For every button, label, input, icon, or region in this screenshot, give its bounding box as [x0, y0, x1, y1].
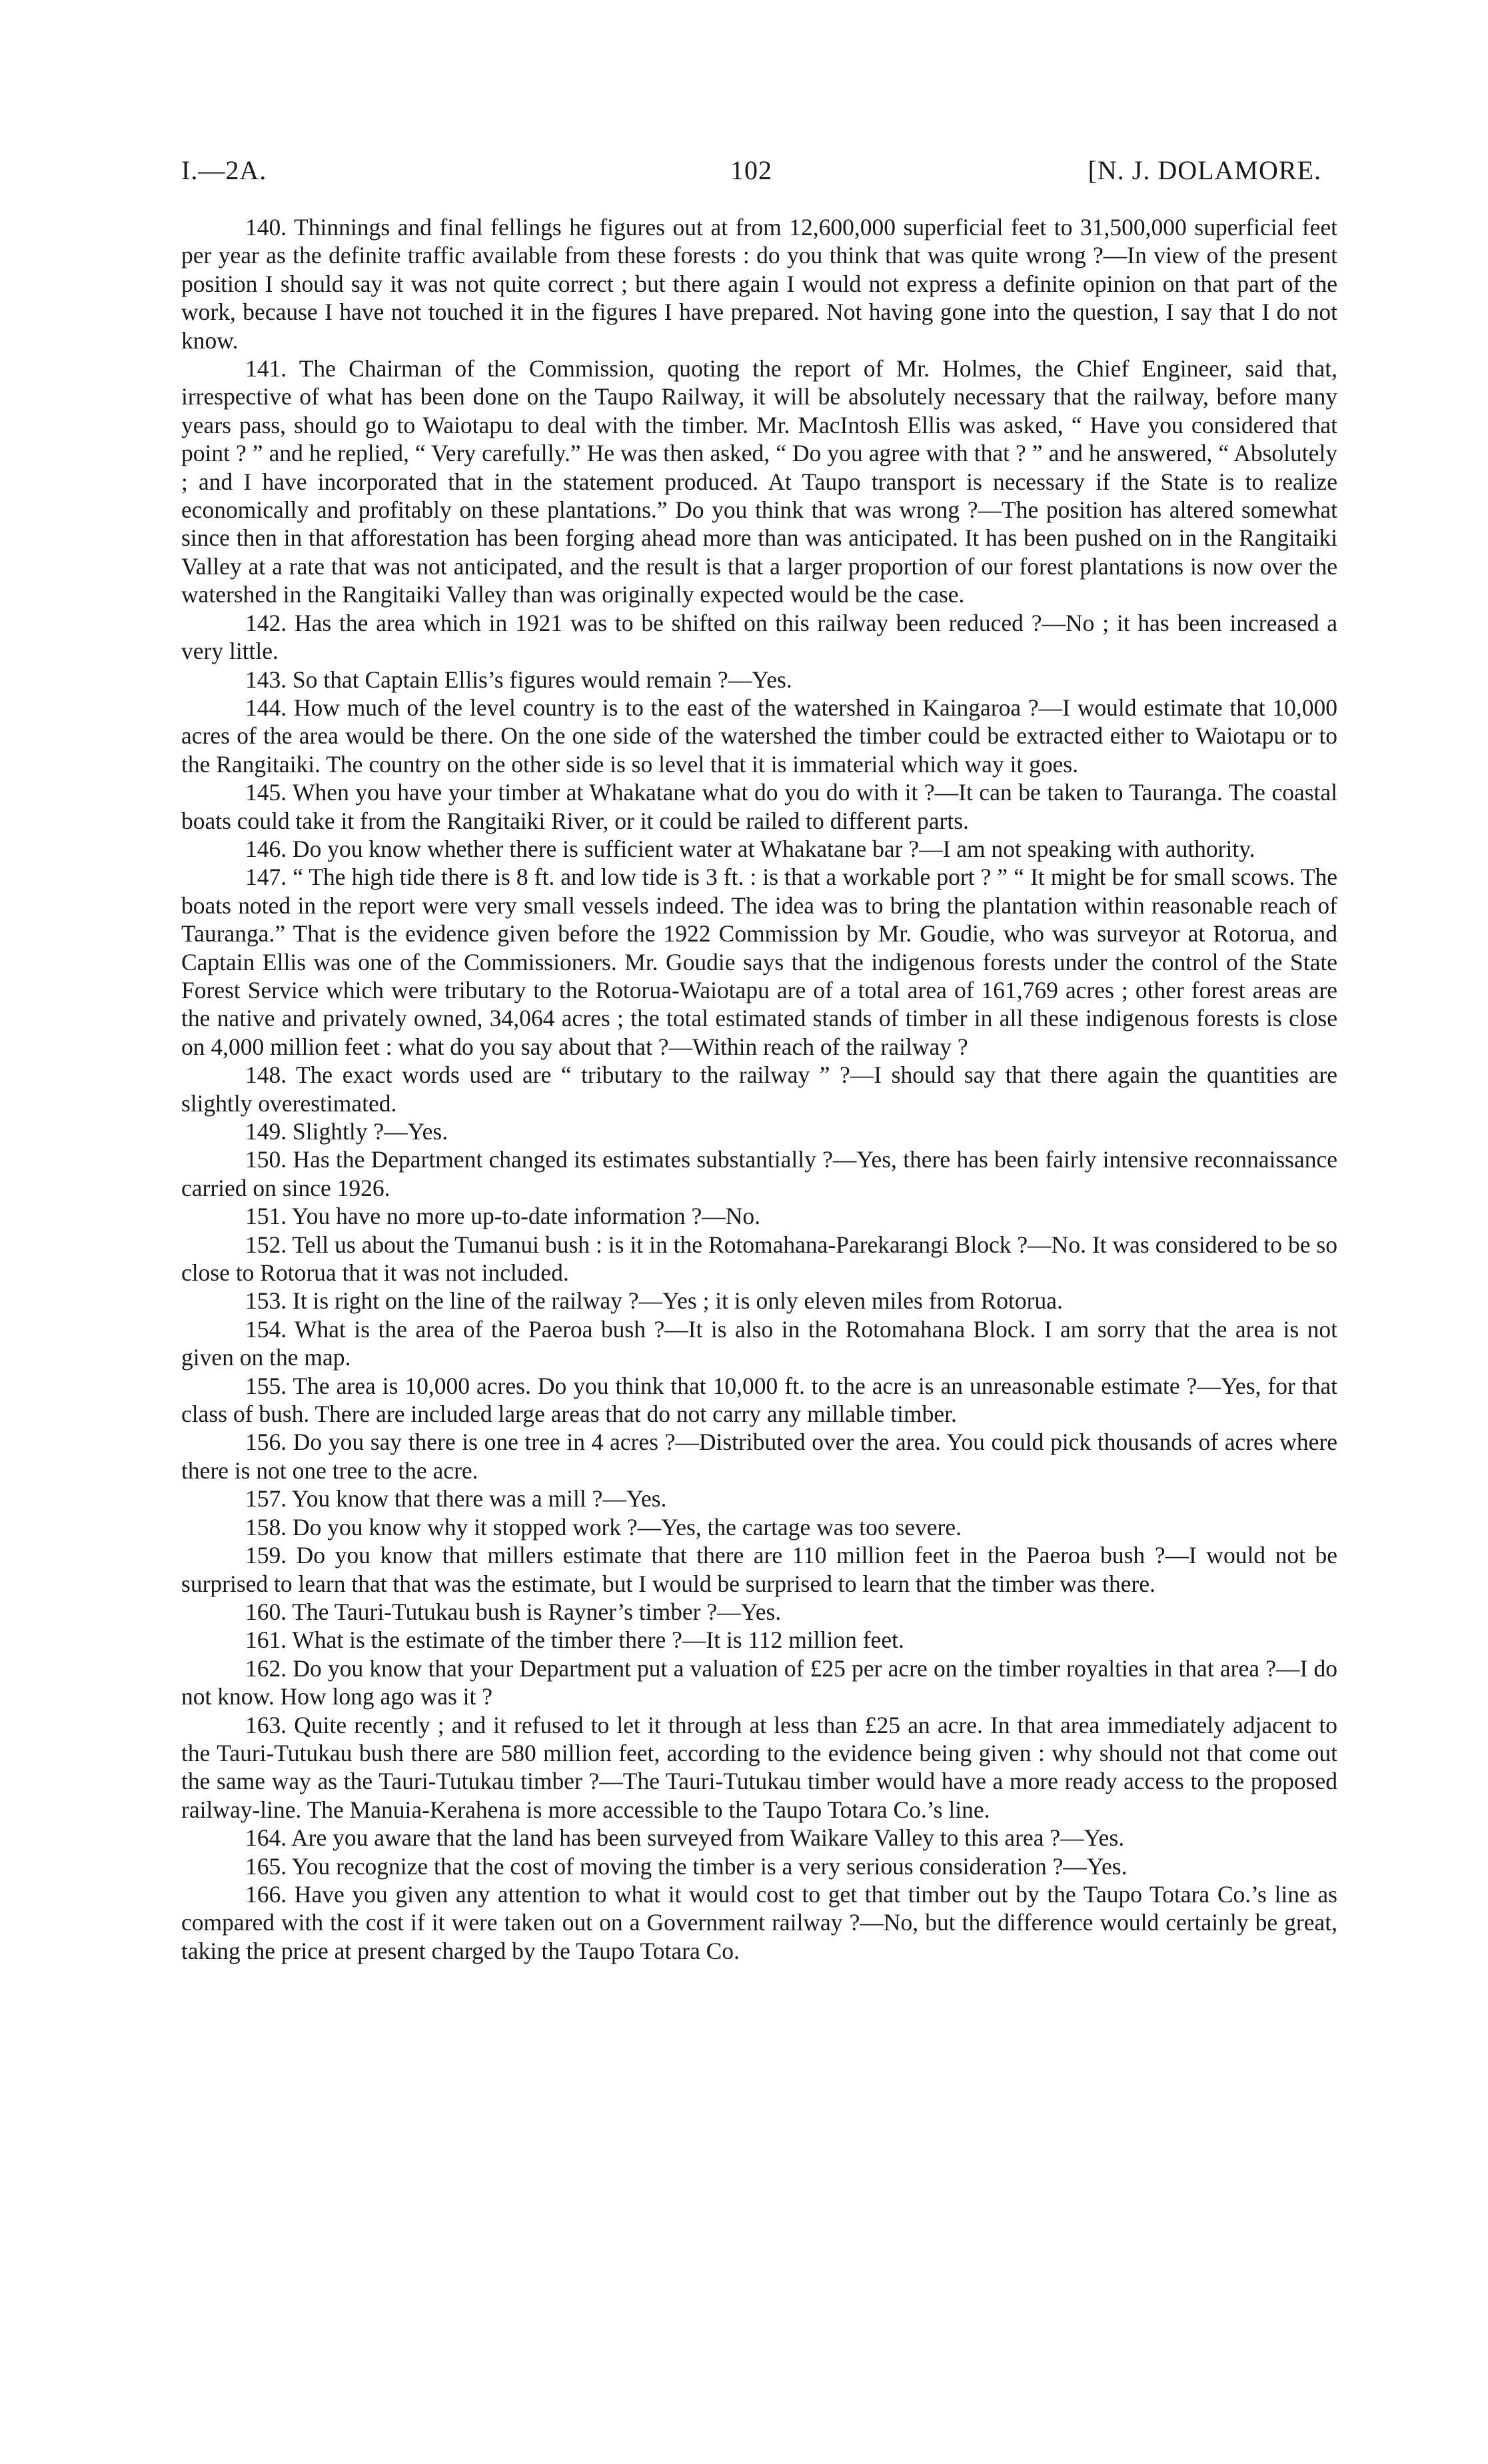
question-158: 158. Do you know why it stopped work ?—Yes, the cartage was too severe.: [245, 1513, 962, 1540]
question-140: 140. Thinnings and final fellings he figures out at from 12,600,000 superficial feet to 31,500,000 superficial feet per year as the definite traffic available from these forests : do you think that was quite wrong ?—In view of the present position I should say it was not quite correct ; but there again I would not express a definite opinion on that part of the work, because I have not touched it in the figures I have prepared. Not having gone into the question, I say that I do not know.: [181, 214, 1337, 354]
question-156: 156. Do you say there is one tree in 4 acres ?—Distributed over the area. You could pick thousands of acres where there is not one tree to the acre.: [181, 1429, 1337, 1484]
question-147: 147. “ The high tide there is 8 ft. and low tide is 3 ft. : is that a workable port ? ” “ It might be for small scows. The boats noted in the report were very small vessels indeed. The idea was to bring the plantation within reasonable reach of Tauranga.” That is the evidence given before the 1922 Commission by Mr. Goudie, who was surveyor at Rotorua, and Captain Ellis was one of the Commissioners. Mr. Goudie says that the indigenous forests under the control of the State Forest Service which were tributary to the Rotorua-Waiotapu are of a total area of 161,769 acres ; other forest areas are the native and privately owned, 34,064 acres ; the total estimated stands of timber in all these indigenous forests is close on 4,000 million feet : what do you say about that ?—Within reach of the railway ?: [181, 864, 1337, 1060]
body-text: [181, 213, 1337, 1965]
question-141: 141. The Chairman of the Commission, quoting the report of Mr. Holmes, the Chief Engineer, said that, irrespective of what has been done on the Taupo Railway, it will be absolutely necessary that the railway, before many years pass, should go to Waiotapu to deal with the timber. Mr. MacIntosh Ellis was asked, “ Have you considered that point ? ” and he replied, “ Very carefully.” He was then asked, “ Do you agree with that ? ” and he answered, “ Absolutely ; and I have incorporated that in the statement produced. At Taupo transport is necessary if the State is to realize economically and profitably on these plantations.” Do you think that was wrong ?—The position has altered somewhat since then in that afforestation has been forging ahead more than was anticipated. It has been pushed on in the Rangitaiki Valley at a rate that was not anticipated, and the result is that a larger proportion of our forest plantations is now over the watershed in the Rangitaiki Valley than was originally expected would be the case.: [181, 355, 1337, 608]
document-reference: I.—2A.: [181, 155, 267, 185]
question-152: 152. Tell us about the Tumanui bush : is it in the Rotomahana-Parekarangi Block ?—No. It was considered to be so close to Rotorua that it was not included.: [181, 1231, 1337, 1287]
question-150: 150. Has the Department changed its estimates substantially ?—Yes, there has been fairly intensive reconnaissance carried on since 1926.: [181, 1146, 1337, 1201]
question-154: 154. What is the area of the Paeroa bush ?—It is also in the Rotomahana Block. I am sorry that the area is not given on the map.: [181, 1315, 1337, 1371]
question-160: 160. The Tauri-Tutukau bush is Rayner’s timber ?—Yes.: [245, 1598, 782, 1625]
question-148: 148. The exact words used are “ tributary to the railway ” ?—I should say that there again the quantities are slightly overestimated.: [181, 1061, 1337, 1117]
question-155: 155. The area is 10,000 acres. Do you think that 10,000 ft. to the acre is an unreasonable estimate ?—Yes, for that class of bush. There are included large areas that do not carry any millable timber.: [181, 1372, 1337, 1428]
question-151: 151. You have no more up-to-date information ?—No.: [245, 1203, 760, 1230]
question-159: 159. Do you know that millers estimate that there are 110 million feet in the Paeroa bush ?—I would not be surprised to learn that that was the estimate, but I would be surprised to learn that the timber was there.: [181, 1542, 1337, 1597]
question-149: 149. Slightly ?—Yes.: [245, 1118, 448, 1145]
question-166: 166. Have you given any attention to what it would cost to get that timber out by the Taupo Totara Co.’s line as compared with the cost if it were taken out on a Government railway ?—No, but the difference would certainly be great, taking the price at present charged by the Taupo Totara Co.: [181, 1880, 1337, 1964]
question-165: 165. You recognize that the cost of moving the timber is a very serious consideration ?—Yes.: [245, 1852, 1127, 1880]
question-142: 142. Has the area which in 1921 was to be shifted on this railway been reduced ?—No ; it has been increased a very little.: [181, 609, 1337, 665]
page-number: 102: [730, 155, 772, 185]
question-145: 145. When you have your timber at Whakatane what do you do with it ?—It can be taken to Tauranga. The coastal boats could take it from the Rangitaiki River, or it could be railed to different parts.: [181, 779, 1337, 834]
question-157: 157. You know that there was a mill ?—Yes.: [245, 1485, 667, 1513]
question-163: 163. Quite recently ; and it refused to let it through at less than £25 an acre. In that area immediately adjacent to the Tauri-Tutukau bush there are 580 million feet, according to the evidence being given : why should not that come out the same way as the Tauri-Tutukau timber ?—The Tauri-Tutukau timber would have a more ready access to the proposed railway-line. The Manuia-Kerahena is more accessible to the Taupo Totara Co.’s line.: [181, 1711, 1337, 1823]
question-161: 161. What is the estimate of the timber there ?—It is 112 million feet.: [245, 1626, 904, 1654]
question-146: 146. Do you know whether there is sufficient water at Whakatane bar ?—I am not speaking with authority.: [245, 835, 1255, 862]
question-153: 153. It is right on the line of the railway ?—Yes ; it is only eleven miles from Rotorua.: [245, 1287, 1063, 1315]
witness-name: [N. J. DOLAMORE.: [1088, 155, 1321, 185]
question-143: 143. So that Captain Ellis’s figures would remain ?—Yes.: [245, 666, 792, 693]
page-header: [181, 155, 1321, 195]
question-162: 162. Do you know that your Department put a valuation of £25 per acre on the timber royalties in that area ?—I do not know. How long ago was it ?: [181, 1654, 1337, 1710]
question-144: 144. How much of the level country is to the east of the watershed in Kaingaroa ?—I would estimate that 10,000 acres of the area would be there. On the one side of the watershed the timber could be extracted either to Waiotapu or to the Rangitaiki. The country on the other side is so level that it is immaterial which way it goes.: [181, 694, 1337, 778]
question-164: 164. Are you aware that the land has been surveyed from Waikare Valley to this area ?—Yes.: [245, 1824, 1125, 1852]
